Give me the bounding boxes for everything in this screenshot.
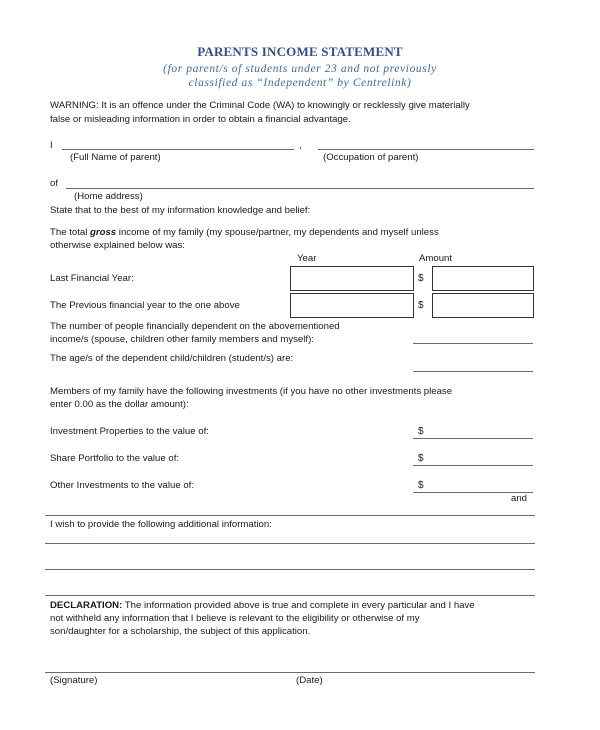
income-intro-line-1 — [50, 226, 439, 239]
full-name-field[interactable] — [62, 149, 294, 150]
other-investments-label: Other Investments to the value of: — [50, 480, 194, 491]
other-dollar-sign: $ — [418, 480, 424, 491]
additional-info-line-1[interactable] — [45, 543, 535, 544]
share-portfolio-field[interactable] — [413, 465, 533, 466]
last-year-amount-input[interactable] — [432, 266, 534, 291]
investment-properties-label: Investment Properties to the value of: — [50, 426, 209, 437]
investments-intro-line-2: enter 0.00 as the dollar amount): — [50, 399, 189, 410]
income-intro-line-2: otherwise explained below was: — [50, 240, 185, 251]
investments-intro-line-1: Members of my family have the following investments (if you have no other investments please — [50, 386, 453, 397]
declaration-line-3: son/daughter for a scholarship, the subject of this application. — [50, 626, 311, 637]
income-intro-after: income of my family (my spouse/partner, my dependents and myself unless — [116, 227, 439, 238]
properties-dollar-sign: $ — [418, 426, 424, 437]
investment-properties-field[interactable] — [413, 438, 533, 439]
declaration-line-2: not withheld any information that I believe is relevant to the eligibility or otherwise of my — [50, 613, 420, 624]
additional-info-line-3[interactable] — [45, 595, 535, 596]
additional-info-label: I wish to provide the following additional information: — [50, 519, 272, 530]
home-address-label: (Home address) — [74, 191, 143, 202]
prefix-i: I — [50, 140, 53, 151]
warning-line-1: WARNING: It is an offence under the Criminal Code (WA) to knowingly or recklessly give materially — [50, 100, 470, 111]
signature-label: (Signature) — [50, 675, 98, 686]
dependents-line-2: income/s (spouse, children other family members and myself): — [50, 334, 314, 345]
home-address-field[interactable] — [66, 188, 534, 189]
last-financial-year-label: Last Financial Year: — [50, 273, 134, 284]
declaration-text-1: The information provided above is true and complete in every particular and I have — [122, 600, 475, 611]
previous-financial-year-label: The Previous financial year to the one above — [50, 300, 240, 311]
declaration-line-1 — [50, 599, 475, 612]
income-intro-before: The total — [50, 227, 90, 238]
occupation-label: (Occupation of parent) — [323, 152, 419, 163]
signature-date-line[interactable] — [45, 672, 535, 673]
income-intro-emphasis: gross — [90, 227, 117, 238]
page-title: PARENTS INCOME STATEMENT — [197, 44, 403, 59]
state-text: State that to the best of my information knowledge and belief: — [50, 205, 311, 216]
previous-year-amount-input[interactable] — [432, 293, 534, 318]
last-year-dollar-sign: $ — [418, 273, 424, 284]
occupation-field[interactable] — [318, 149, 534, 150]
dependents-line-1: The number of people financially dependent on the abovementioned — [50, 321, 340, 332]
previous-year-dollar-sign: $ — [418, 300, 424, 311]
column-year-header: Year — [297, 253, 317, 264]
shares-dollar-sign: $ — [418, 453, 424, 464]
last-year-year-input[interactable] — [290, 266, 414, 291]
additional-info-line-2[interactable] — [45, 569, 535, 570]
subtitle-line-2: classified as “Independent” by Centrelink) — [188, 77, 412, 89]
column-amount-header: Amount — [419, 253, 453, 264]
dependents-ages-label: The age/s of the dependent child/children (student/s) are: — [50, 353, 294, 364]
dependents-ages-field[interactable] — [413, 371, 533, 372]
subtitle-line-1: (for parent/s of students under 23 and not previously — [163, 63, 437, 75]
comma-separator: , — [299, 140, 302, 151]
prefix-of: of — [50, 178, 59, 189]
date-label: (Date) — [296, 675, 323, 686]
warning-line-2: false or misleading information in order to obtain a financial advantage. — [50, 114, 351, 125]
section-divider — [45, 515, 535, 516]
declaration-heading: DECLARATION: — [50, 600, 123, 611]
previous-year-year-input[interactable] — [290, 293, 414, 318]
and-text: and — [511, 493, 528, 504]
share-portfolio-label: Share Portfolio to the value of: — [50, 453, 180, 464]
dependents-count-field[interactable] — [413, 343, 533, 344]
full-name-label: (Full Name of parent) — [70, 152, 161, 163]
